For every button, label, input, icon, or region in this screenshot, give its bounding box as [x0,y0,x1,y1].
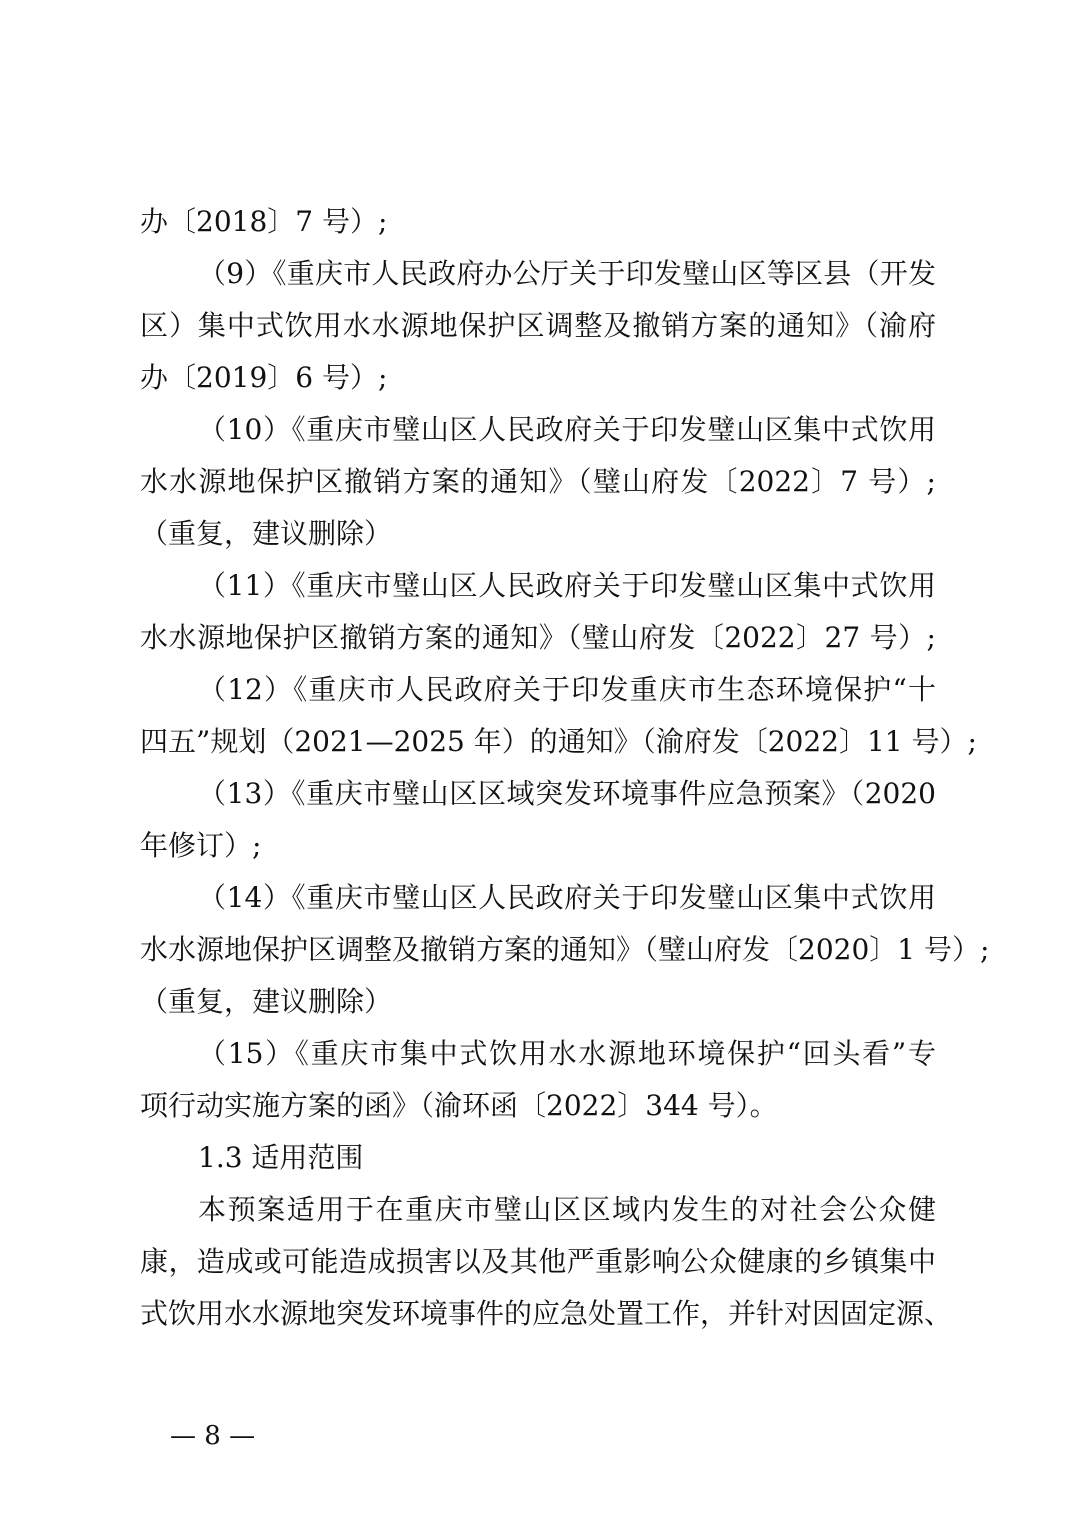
reference-item-12: （12）《重庆市人民政府关于印发重庆市生态环境保护“十 [198,673,936,706]
text-line: 水水源地保护区撤销方案的通知》（璧山府发〔2022〕27 号）; [140,621,936,654]
text-line: 项行动实施方案的函》（渝环函〔2022〕344 号）。 [140,1089,778,1122]
reference-item-10: （10）《重庆市璧山区人民政府关于印发璧山区集中式饮用 [198,413,936,446]
text-line: 办〔2018〕7 号）; [140,205,388,238]
text-line: 式饮用水水源地突发环境事件的应急处置工作，并针对因固定源、 [140,1297,953,1330]
reference-item-15: （15）《重庆市集中式饮用水水源地环境保护“回头看”专 [198,1037,936,1070]
reference-item-13: （13）《重庆市璧山区区域突发环境事件应急预案》（2020 [198,777,936,810]
reference-item-9: （9）《重庆市人民政府办公厅关于印发璧山区等区县（开发 [198,257,936,290]
reference-item-14: （14）《重庆市璧山区人民政府关于印发璧山区集中式饮用 [198,881,936,914]
text-line: 水水源地保护区调整及撤销方案的通知》（璧山府发〔2020〕1 号）; [140,933,990,966]
text-line: 四五”规划（2021—2025 年）的通知》（渝府发〔2022〕11 号）; [140,725,977,758]
text-line: 康，造成或可能造成损害以及其他严重影响公众健康的乡镇集中 [140,1245,936,1278]
paragraph-start: 本预案适用于在重庆市璧山区区域内发生的对社会公众健 [198,1193,936,1226]
reference-item-11: （11）《重庆市璧山区人民政府关于印发璧山区集中式饮用 [198,569,936,602]
text-line: 水水源地保护区撤销方案的通知》（璧山府发〔2022〕7 号）; [140,465,936,498]
duplicate-note: （重复，建议删除） [140,517,393,550]
text-line: 年修订）; [140,829,262,862]
text-line: 区）集中式饮用水水源地保护区调整及撤销方案的通知》（渝府 [140,309,936,342]
duplicate-note: （重复，建议删除） [140,985,393,1018]
page-number: — 8 — [170,1421,256,1451]
section-heading: 1.3 适用范围 [198,1141,364,1174]
text-line: 办〔2019〕6 号）; [140,361,388,394]
